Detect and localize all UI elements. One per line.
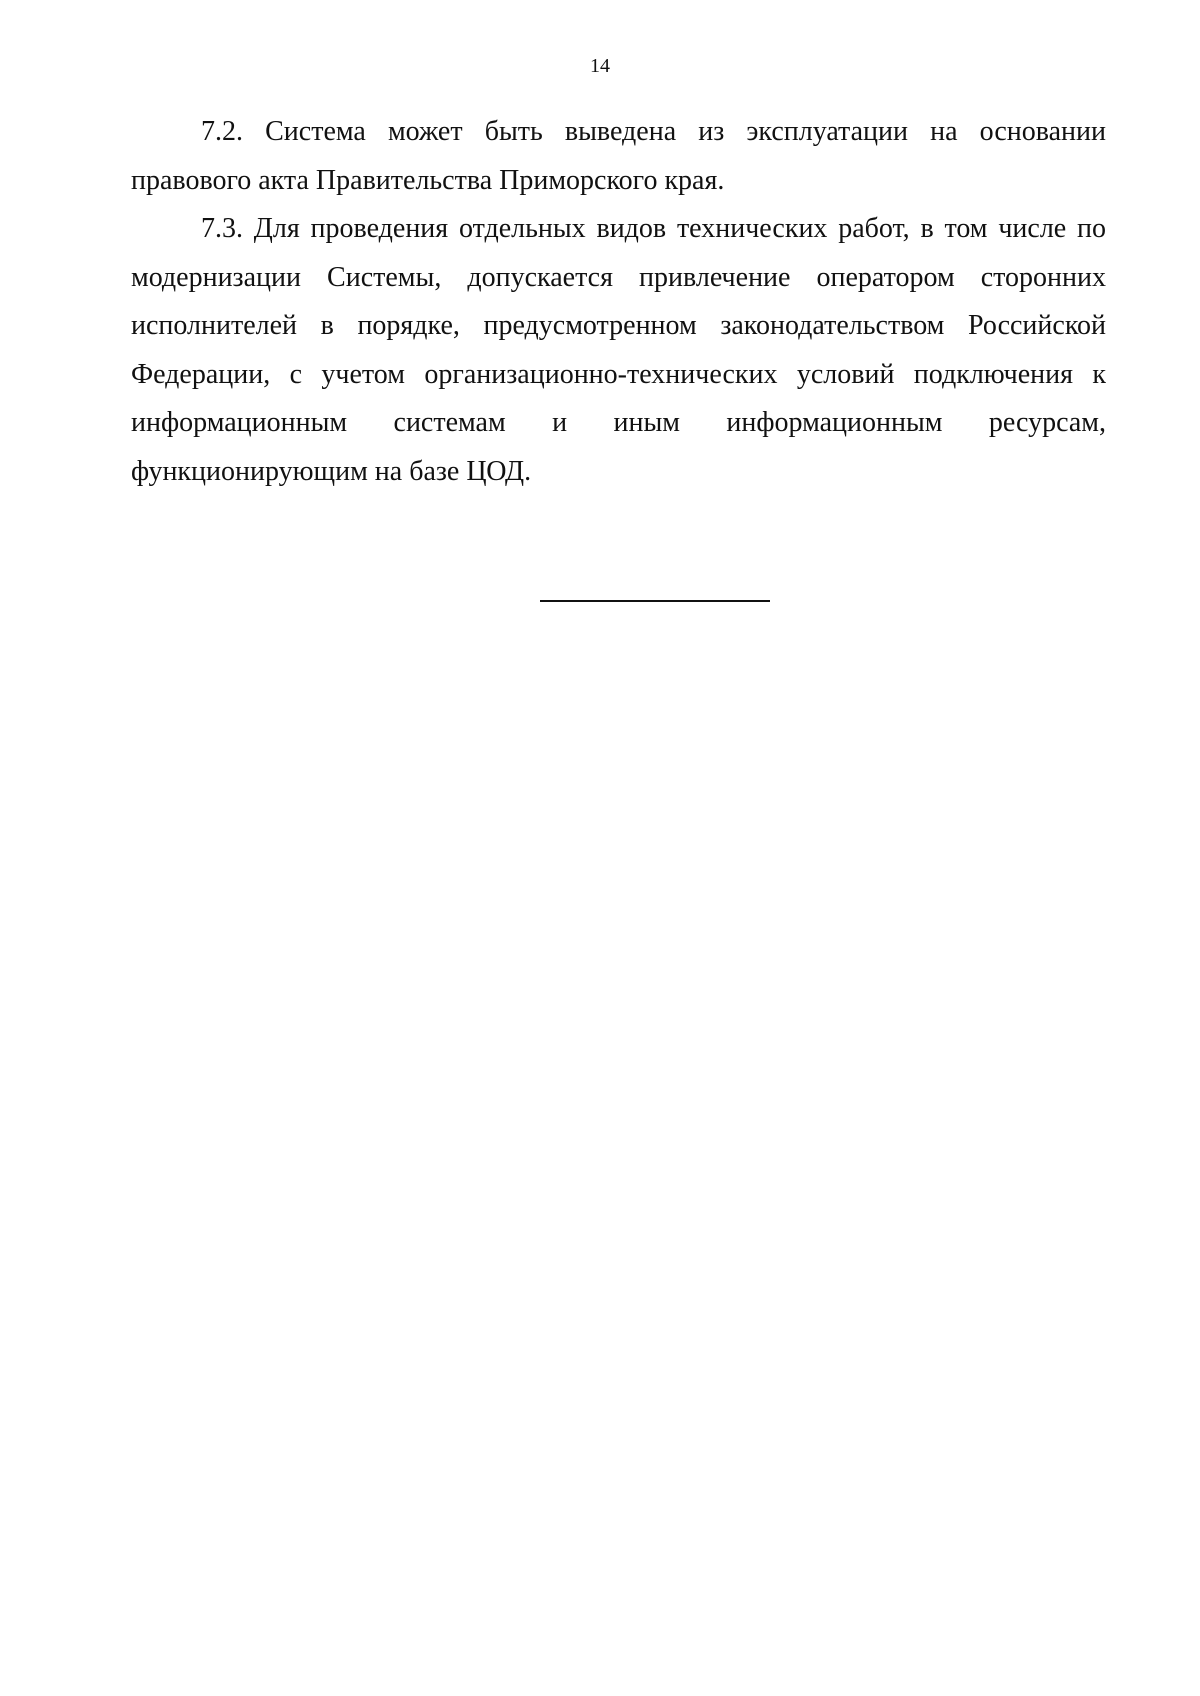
paragraph-7-3: 7.3. Для проведения отдельных видов технических работ, в том числе по модернизации Системы, допускается привлечение оператором сторонних исполнителей в порядке, предусмотренном законодательством Российской Федерации, с учетом организационно-технических условий подключения к информационным системам и иным информационным ресурсам, функционирующим на базе ЦОД. [131, 213, 1106, 487]
page-number: 14 [590, 55, 610, 77]
paragraph-7-2: 7.2. Система может быть выведена из эксплуатации на основании правового акта Правительства Приморского края. [131, 116, 1106, 196]
end-of-text-rule [540, 600, 770, 602]
document-body [131, 108, 1106, 496]
